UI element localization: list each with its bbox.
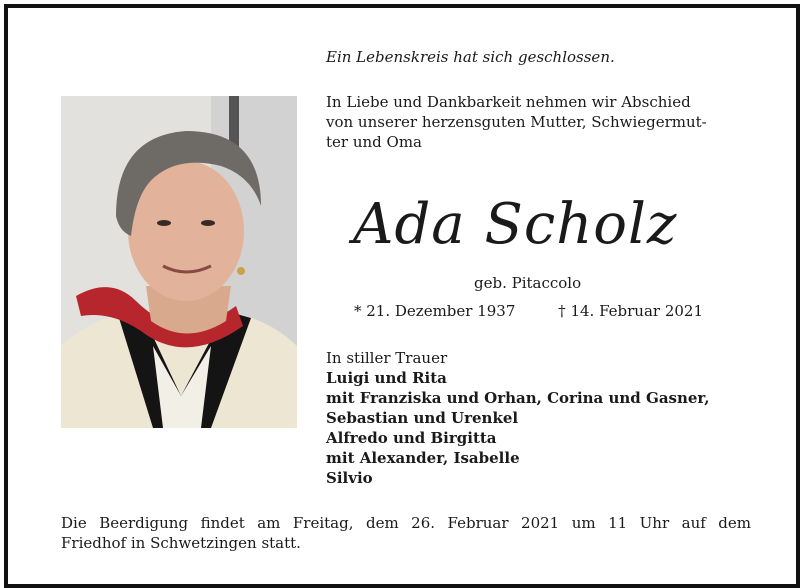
funeral-line: Friedhof in Schwetzingen statt. <box>61 534 301 552</box>
funeral-line: Die Beerdigung findet am Freitag, dem 26. Februar 2021 um 11 Uhr auf dem <box>61 514 751 532</box>
family-line: Alfredo und Birgitta <box>326 429 497 447</box>
death-date: † 14. Februar 2021 <box>558 302 704 320</box>
intro-line: von unserer herzensguten Mutter, Schwiegermut- <box>326 113 707 131</box>
motto: Ein Lebenskreis hat sich geschlossen. <box>326 48 615 66</box>
obituary-notice <box>8 8 796 584</box>
intro-line: ter und Oma <box>326 133 422 151</box>
intro-text <box>326 92 756 152</box>
mourners-block <box>326 348 709 488</box>
family-line: Sebastian und Urenkel <box>326 409 519 427</box>
funeral-info <box>61 513 751 553</box>
portrait-photo <box>61 96 297 428</box>
life-dates <box>354 302 703 320</box>
birth-name: geb. Pitaccolo <box>474 274 582 292</box>
family-line: Luigi und Rita <box>326 369 447 387</box>
mourning-lead: In stiller Trauer <box>326 349 448 367</box>
portrait-image <box>61 96 297 428</box>
family-line: Silvio <box>326 469 373 487</box>
birth-date: * 21. Dezember 1937 <box>354 302 516 320</box>
family-line: mit Alexander, Isabelle <box>326 449 520 467</box>
notice-frame <box>4 4 800 588</box>
family-line: mit Franziska und Orhan, Corina und Gasner, <box>326 389 710 407</box>
intro-line: In Liebe und Dankbarkeit nehmen wir Abschied <box>326 93 691 111</box>
deceased-name: Ada Scholz <box>353 192 678 257</box>
